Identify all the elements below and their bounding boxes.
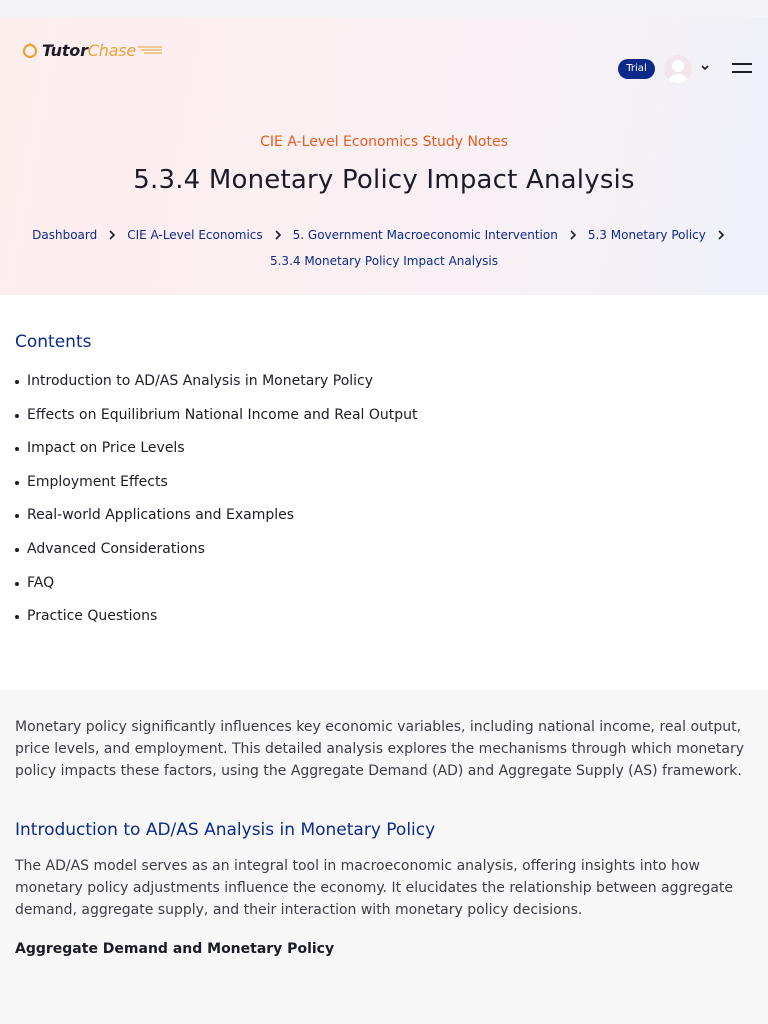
intro-paragraph: Monetary policy significantly influences key economic variables, including national income, real output, price levels, and employment. This detailed analysis explores the mechanisms through which monetary policy impacts these factors, using the Aggregate Demand (AD) and Aggregate Supply (AS) framework. bbox=[15, 719, 745, 779]
top-strip bbox=[0, 0, 768, 17]
breadcrumb-label: 5.3 Monetary Policy bbox=[587, 228, 706, 242]
chevron-right-icon bbox=[569, 230, 577, 240]
breadcrumb-label: 5.3.4 Monetary Policy Impact Analysis bbox=[269, 254, 499, 268]
logo-text-tutor: Tutor bbox=[42, 40, 88, 60]
navbar bbox=[0, 17, 768, 87]
logo-text-chase: Chase bbox=[87, 40, 137, 60]
chevron-right-icon bbox=[108, 230, 116, 240]
logo-speed-lines-icon bbox=[138, 45, 162, 55]
study-notes-subtitle: CIE A-Level Economics Study Notes bbox=[260, 134, 508, 150]
contents-item[interactable]: Impact on Price Levels bbox=[15, 439, 755, 473]
table-of-contents bbox=[15, 332, 755, 641]
breadcrumb-item-current[interactable] bbox=[270, 253, 498, 269]
breadcrumb-label: Dashboard bbox=[32, 228, 98, 242]
hamburger-menu-icon[interactable] bbox=[731, 61, 753, 75]
contents-item[interactable]: Effects on Equilibrium National Income and Real Output bbox=[15, 406, 755, 440]
breadcrumb-label: CIE A-Level Economics bbox=[127, 228, 263, 242]
section-paragraph: The AD/AS model serves as an integral tool in macroeconomic analysis, offering insights into how monetary policy adjustments influence the economy. It elucidates the relationship between aggregate demand, aggregate supply, and their interaction with monetary policy decisions. bbox=[15, 858, 734, 918]
subheading: Aggregate Demand and Monetary Policy bbox=[15, 941, 335, 957]
user-avatar[interactable] bbox=[664, 55, 692, 83]
section-heading: Introduction to AD/AS Analysis in Monetary Policy bbox=[15, 820, 436, 840]
contents-item[interactable]: Real-world Applications and Examples bbox=[15, 506, 755, 540]
breadcrumb-item-monetary-policy[interactable] bbox=[588, 227, 736, 243]
breadcrumb-item-dashboard[interactable] bbox=[32, 227, 127, 243]
contents-heading: Contents bbox=[15, 332, 92, 352]
contents-item[interactable]: FAQ bbox=[15, 574, 755, 608]
breadcrumb-label: 5. Government Macroeconomic Intervention bbox=[292, 228, 558, 242]
breadcrumb-item-cie-economics[interactable] bbox=[127, 227, 292, 243]
logo-text bbox=[42, 41, 136, 60]
trial-badge[interactable]: Trial bbox=[618, 59, 655, 79]
hero-header bbox=[0, 17, 768, 295]
page-title: 5.3.4 Monetary Policy Impact Analysis bbox=[133, 165, 635, 195]
contents-item[interactable]: Introduction to AD/AS Analysis in Monetary Policy bbox=[15, 372, 755, 406]
contents-item[interactable]: Advanced Considerations bbox=[15, 540, 755, 574]
breadcrumb bbox=[20, 227, 748, 269]
contents-item[interactable]: Employment Effects bbox=[15, 473, 755, 507]
breadcrumb-item-gov-intervention[interactable] bbox=[293, 227, 588, 243]
contents-item[interactable]: Practice Questions bbox=[15, 607, 755, 641]
contents-list bbox=[15, 372, 755, 641]
article-body bbox=[0, 690, 768, 1024]
chevron-right-icon bbox=[717, 230, 725, 240]
chevron-right-icon bbox=[274, 230, 282, 240]
tutorchase-logo[interactable] bbox=[22, 39, 162, 61]
logo-mark-icon bbox=[22, 40, 38, 60]
chevron-down-icon[interactable] bbox=[700, 64, 710, 72]
avatar-person-icon bbox=[664, 55, 692, 83]
